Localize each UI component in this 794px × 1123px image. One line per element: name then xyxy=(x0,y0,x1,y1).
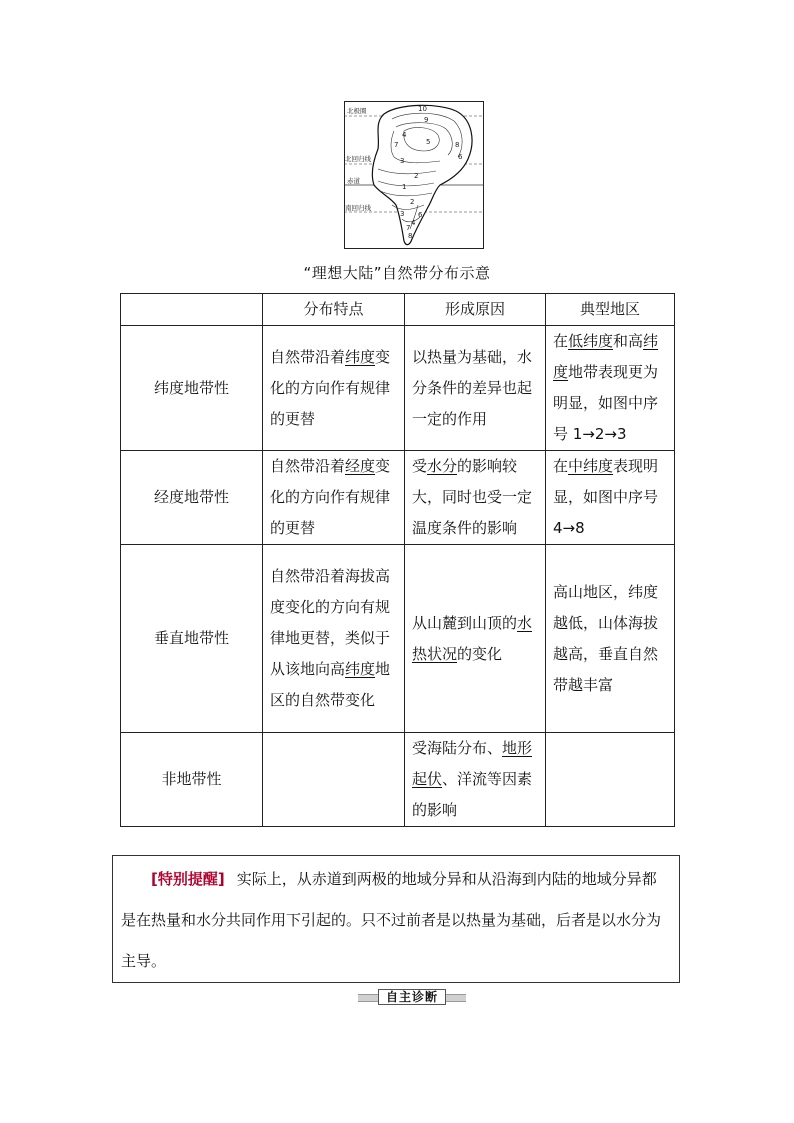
arctic-circle-label: 北极圈 xyxy=(347,107,367,115)
header-cause: 形成原因 xyxy=(405,294,546,326)
zone-number: 1 xyxy=(402,183,407,191)
row-name: 垂直地带性 xyxy=(121,545,263,733)
text-run: 在 xyxy=(553,332,569,350)
row-feature xyxy=(263,326,405,451)
row-cause xyxy=(405,451,546,545)
header-distribution: 分布特点 xyxy=(263,294,405,326)
zone-number: 7 xyxy=(406,224,411,232)
ideal-continent-map xyxy=(344,101,484,249)
row-region xyxy=(546,326,675,451)
underlined-term: 地形起伏 xyxy=(412,739,533,788)
text-run: 自然带沿着海拔高度变化的方向有规律地更替，类似于从该地向高 xyxy=(270,567,391,678)
row-region xyxy=(546,733,675,827)
text-run: 受 xyxy=(412,457,428,475)
zone-number: 9 xyxy=(424,116,429,124)
table-row xyxy=(121,451,675,545)
table-row xyxy=(121,545,675,733)
underlined-term: 低纬度 xyxy=(568,332,614,350)
row-name: 纬度地带性 xyxy=(121,326,263,451)
underlined-term: 纬度 xyxy=(345,660,376,678)
row-feature xyxy=(263,451,405,545)
underlined-term: 纬度 xyxy=(553,332,659,381)
figure-caption: “理想大陆”自然带分布示意 xyxy=(303,264,491,282)
tropic-north-label: 北回归线 xyxy=(345,155,371,163)
text-run: 地区的自然带变化 xyxy=(270,660,391,709)
self-diagnosis-label: 自主诊断 xyxy=(378,989,446,1005)
special-reminder-tag: [特别提醒] xyxy=(151,870,225,888)
equator-label: 赤道 xyxy=(347,177,360,185)
underlined-term: 水分 xyxy=(427,457,458,475)
text-run: 的影响较大，同时也受一定温度条件的影响 xyxy=(412,457,533,537)
header-cell-empty xyxy=(121,294,263,326)
ideal-continent-figure xyxy=(344,101,484,249)
row-name: 经度地带性 xyxy=(121,451,263,545)
row-name: 非地带性 xyxy=(121,733,263,827)
zone-number: 3 xyxy=(400,157,405,165)
row-region xyxy=(546,451,675,545)
table-header-row xyxy=(121,294,675,326)
row-cause: 以热量为基础，水分条件的差异也起一定的作用 xyxy=(405,326,546,451)
text-run: 变化的方向作有规律的更替 xyxy=(270,457,391,537)
row-feature xyxy=(263,545,405,733)
text-run: 自然带沿着 xyxy=(270,457,346,475)
special-reminder-text: 实际上，从赤道到两极的地域分异和从沿海到内陆的地域分异都是在热量和水分共同作用下引起的。只不过前者是以热量为基础，后者是以水分为主导。 xyxy=(121,870,662,970)
special-reminder-box xyxy=(112,855,680,983)
text-run: 、洋流等因素的影响 xyxy=(412,770,533,819)
zone-number: 6 xyxy=(458,153,463,161)
zone-number: 8 xyxy=(455,141,460,149)
text-run: 自然带沿着 xyxy=(270,347,346,366)
text-run: 受海陆分布、 xyxy=(412,739,503,757)
text-run: 地带表现更为明显，如图中序号 1→2→3 xyxy=(553,363,659,443)
zone-number: 4 xyxy=(402,131,407,139)
row-cause xyxy=(405,733,546,827)
row-feature xyxy=(263,733,405,827)
zone-number: 7 xyxy=(394,141,399,149)
zone-number: 2 xyxy=(410,198,415,206)
text-run: 的变化 xyxy=(457,644,503,663)
zone-number: 5 xyxy=(426,138,431,146)
text-run: 从山麓到山顶的 xyxy=(412,613,518,632)
zone-number: 4 xyxy=(411,219,416,227)
tropic-south-label: 南回归线 xyxy=(345,204,371,212)
table-row xyxy=(121,326,675,451)
text-run: 表现明显，如图中序号 4→8 xyxy=(553,457,659,537)
row-region: 高山地区，纬度越低，山体海拔越高，垂直自然带越丰富 xyxy=(546,545,675,733)
underlined-term: 纬度 xyxy=(345,347,376,366)
zone-number: 2 xyxy=(414,172,419,180)
text-run: 变化的方向作有规律的更替 xyxy=(270,347,391,428)
zone-number: 8 xyxy=(408,232,413,240)
underlined-term: 中纬度 xyxy=(568,457,614,475)
row-cause xyxy=(405,545,546,733)
zone-number: 3 xyxy=(400,210,405,218)
header-region: 典型地区 xyxy=(546,294,675,326)
underlined-term: 经度 xyxy=(345,457,376,475)
text-run: 在 xyxy=(553,457,569,475)
zone-number: 10 xyxy=(418,105,427,113)
table-row xyxy=(121,733,675,827)
zonality-table xyxy=(120,293,675,827)
text-run: 和高 xyxy=(613,332,644,350)
zone-number: 6 xyxy=(418,211,423,219)
self-diagnosis-banner xyxy=(358,989,466,1005)
underlined-term: 水热状况 xyxy=(412,613,533,663)
